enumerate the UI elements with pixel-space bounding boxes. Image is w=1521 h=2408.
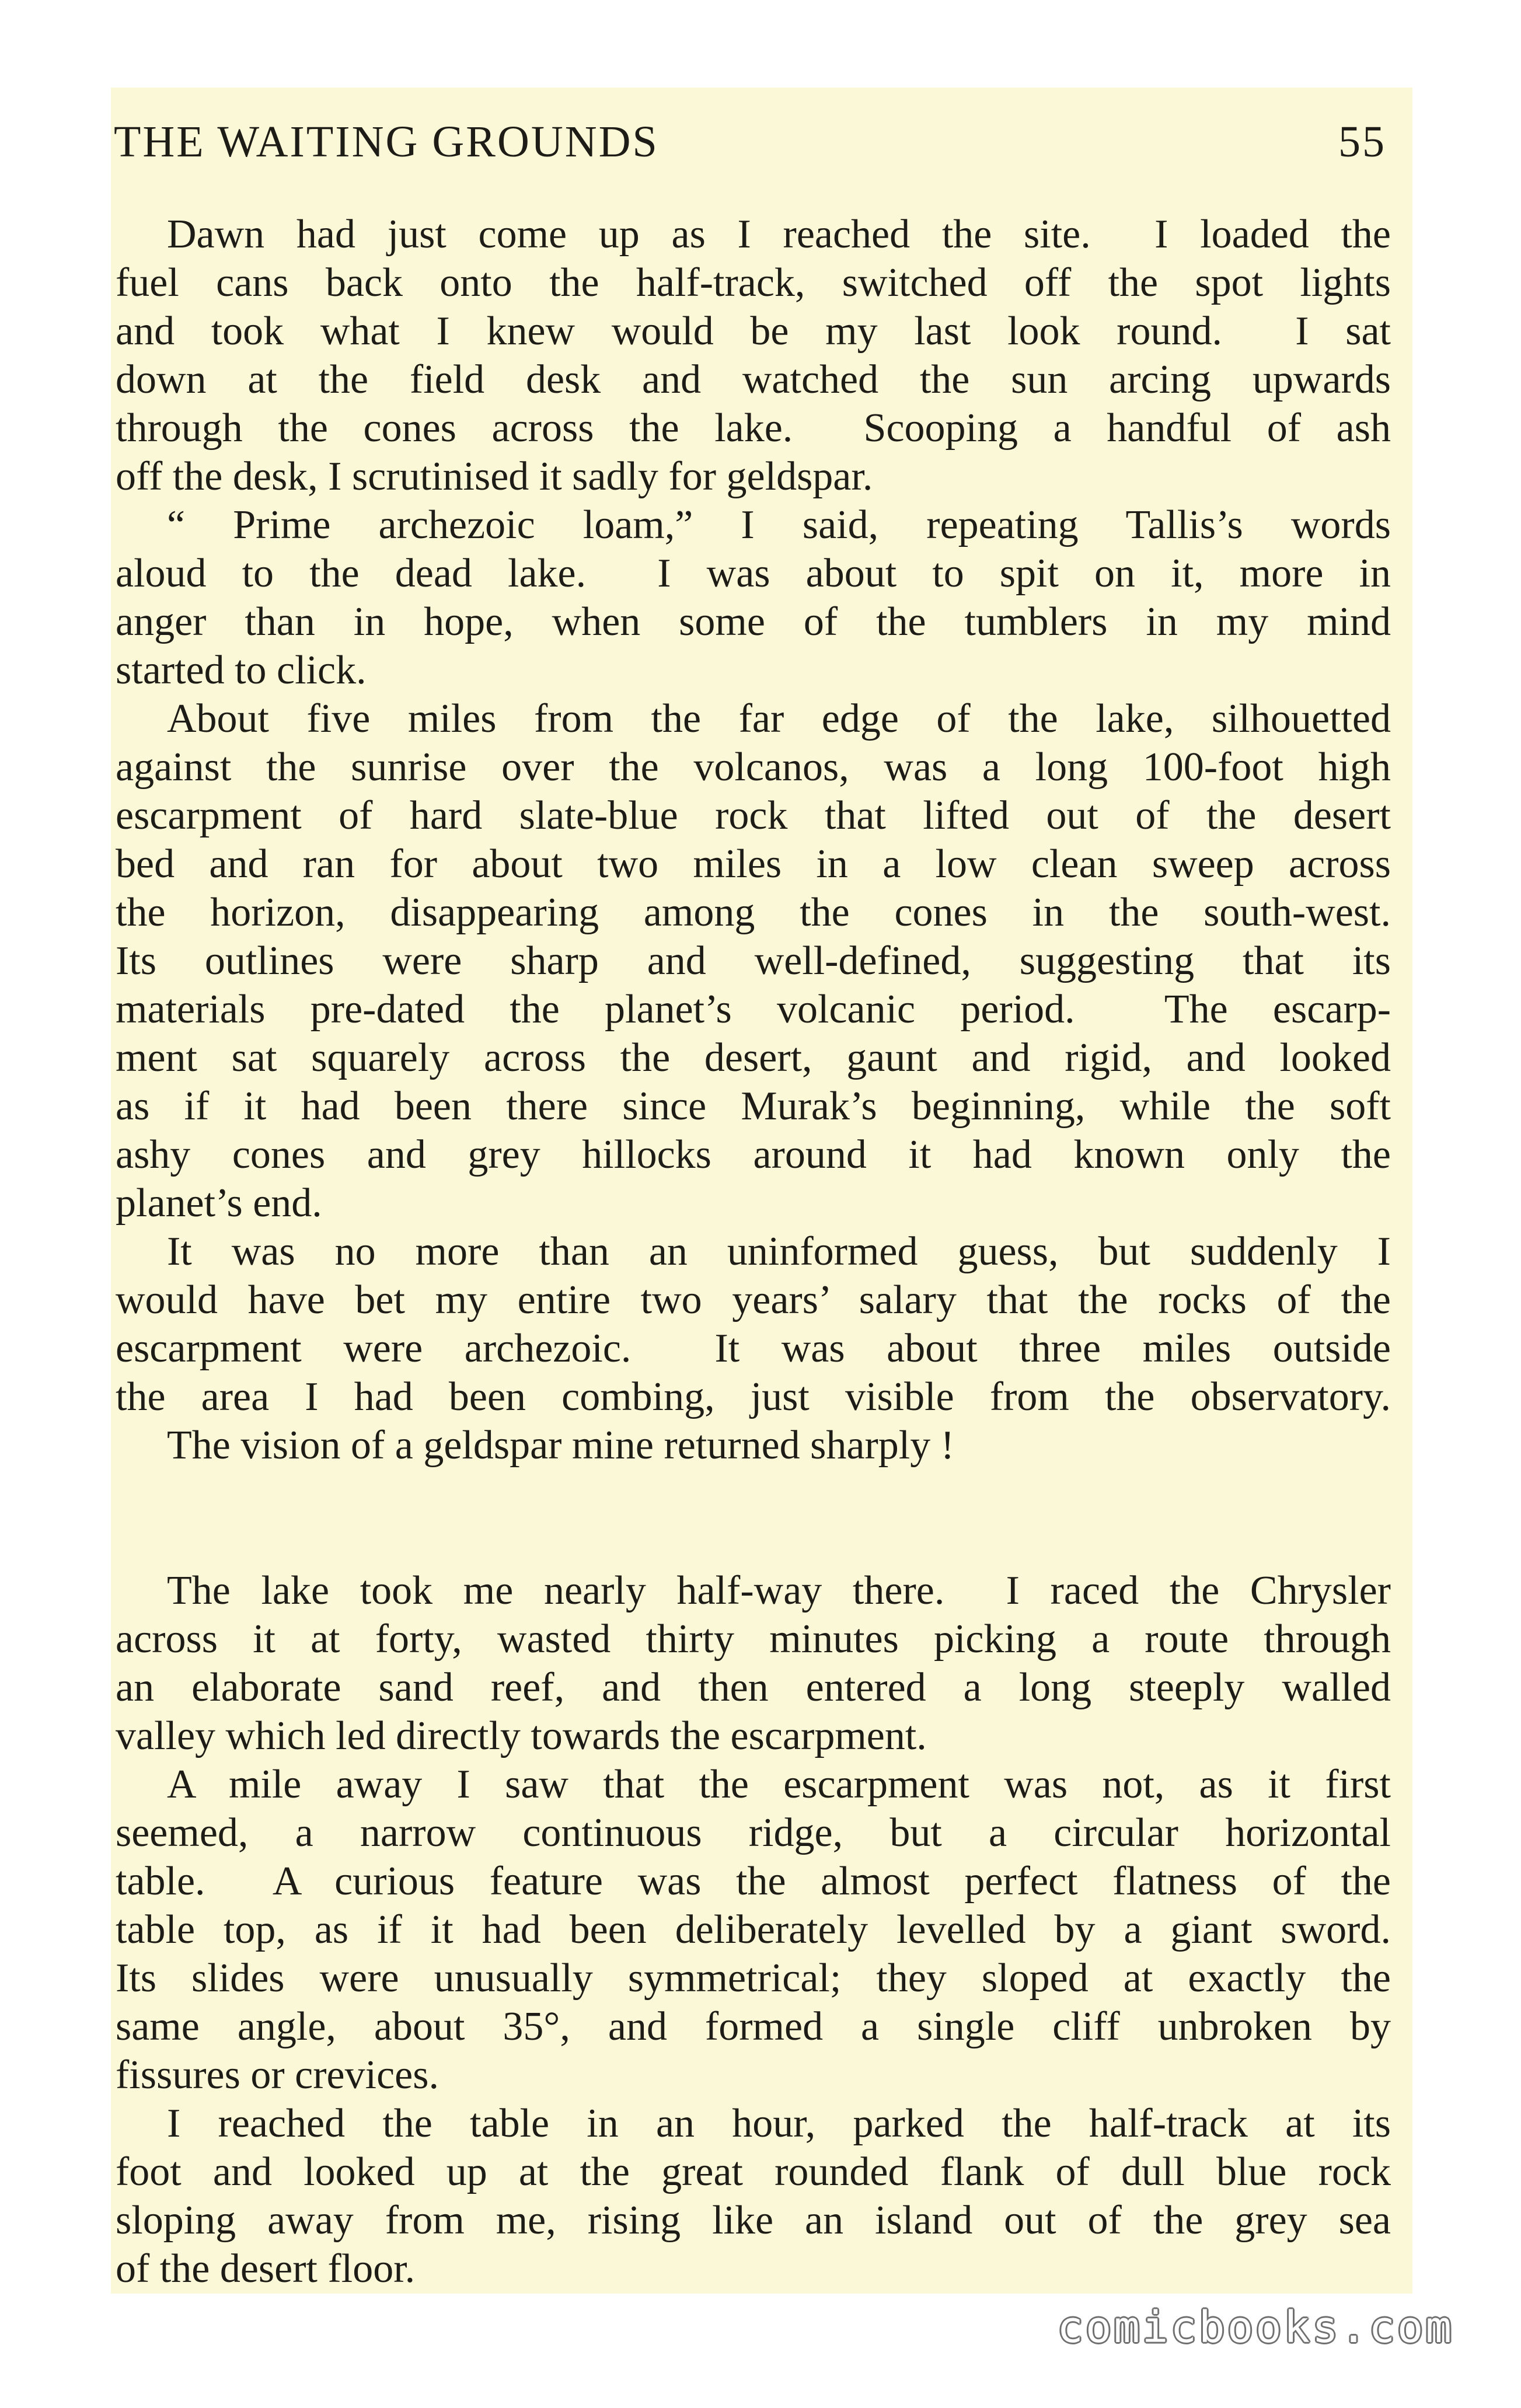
paragraph [116, 1227, 1391, 1470]
text-line: escarpment of hard slate-blue rock that lifted out of the desert [116, 793, 1391, 838]
text-line: table. A curious feature was the almost perfect flatness of the [116, 1859, 1391, 1904]
text-line: aloud to the dead lake. I was about to spit on it, more in [116, 551, 1391, 596]
text-line: materials pre-dated the planet’s volcanic period. The escarp- [116, 987, 1391, 1032]
text-line: “ Prime archezoic loam,” I said, repeating Tallis’s words [167, 502, 1391, 547]
text-line: ashy cones and grey hillocks around it had known only the [116, 1132, 1391, 1177]
text-line: seemed, a narrow continuous ridge, but a circular horizontal [116, 1810, 1391, 1855]
paragraph [116, 2099, 1391, 2293]
text-line: ment sat squarely across the desert, gaunt and rigid, and looked [116, 1035, 1391, 1080]
text-line: of the desert floor. [116, 2246, 416, 2291]
text-line: would have bet my entire two years’ salary that the rocks of the [116, 1278, 1391, 1322]
text-line: About five miles from the far edge of the lake, silhouetted [167, 696, 1391, 741]
text-line: and took what I knew would be my last look round. I sat [116, 309, 1391, 354]
text-line: Its outlines were sharp and well-defined, suggesting that its [116, 938, 1391, 983]
paragraph [116, 695, 1391, 1227]
text-line: Its slides were unusually symmetrical; they sloped at exactly the [116, 1956, 1391, 2001]
text-line: same angle, about 35°, and formed a single cliff unbroken by [116, 2004, 1391, 2049]
text-line: It was no more than an uninformed guess, but suddenly I [167, 1229, 1391, 1274]
text-line: bed and ran for about two miles in a low clean sweep across [116, 842, 1391, 887]
body-text [116, 210, 1391, 2293]
text-line: escarpment were archezoic. It was about three miles outside [116, 1326, 1391, 1371]
paragraph [116, 210, 1391, 501]
text-line: the area I had been combing, just visible from the observatory. [116, 1374, 1391, 1419]
text-line: as if it had been there since Murak’s beginning, while the soft [116, 1084, 1391, 1129]
text-line: off the desk, I scrutinised it sadly for geldspar. [116, 454, 873, 499]
text-line: planet’s end. [116, 1181, 322, 1226]
text-line: the horizon, disappearing among the cones in the south-west. [116, 890, 1391, 935]
text-line: across it at forty, wasted thirty minutes picking a route through [116, 1617, 1391, 1662]
text-line: valley which led directly towards the escarpment. [116, 1713, 927, 1758]
text-line: anger than in hope, when some of the tumblers in my mind [116, 599, 1391, 644]
text-line: against the sunrise over the volcanos, was a long 100-foot high [116, 745, 1391, 790]
page-number: 55 [1338, 117, 1386, 166]
text-line: sloping away from me, rising like an island out of the grey sea [116, 2198, 1391, 2243]
text-line: The lake took me nearly half-way there. I raced the Chrysler [167, 1568, 1391, 1613]
paragraph [116, 501, 1391, 695]
text-line: through the cones across the lake. Scooping a handful of ash [116, 406, 1391, 451]
text-line: started to click. [116, 648, 367, 693]
text-line: I reached the table in an hour, parked the half-track at its [167, 2101, 1391, 2146]
watermark: comicbooks.com [1057, 2302, 1454, 2353]
text-line: The vision of a geldspar mine returned sharply ! [167, 1423, 955, 1468]
text-line: A mile away I saw that the escarpment was not, as it first [167, 1762, 1391, 1807]
text-line: down at the field desk and watched the sun arcing upwards [116, 357, 1391, 402]
section-break [116, 1470, 1391, 1566]
text-line: table top, as if it had been deliberately levelled by a giant sword. [116, 1907, 1391, 1952]
paragraph [116, 1566, 1391, 1760]
text-line: fissures or crevices. [116, 2053, 439, 2098]
running-title: THE WAITING GROUNDS [114, 117, 659, 166]
text-line: Dawn had just come up as I reached the site. I loaded the [167, 212, 1391, 257]
text-line: fuel cans back onto the half-track, switched off the spot lights [116, 260, 1391, 305]
running-head [114, 110, 1386, 174]
text-line: an elaborate sand reef, and then entered a long steeply walled [116, 1665, 1391, 1710]
text-line: foot and looked up at the great rounded flank of dull blue rock [116, 2149, 1391, 2194]
paragraph [116, 1760, 1391, 2099]
